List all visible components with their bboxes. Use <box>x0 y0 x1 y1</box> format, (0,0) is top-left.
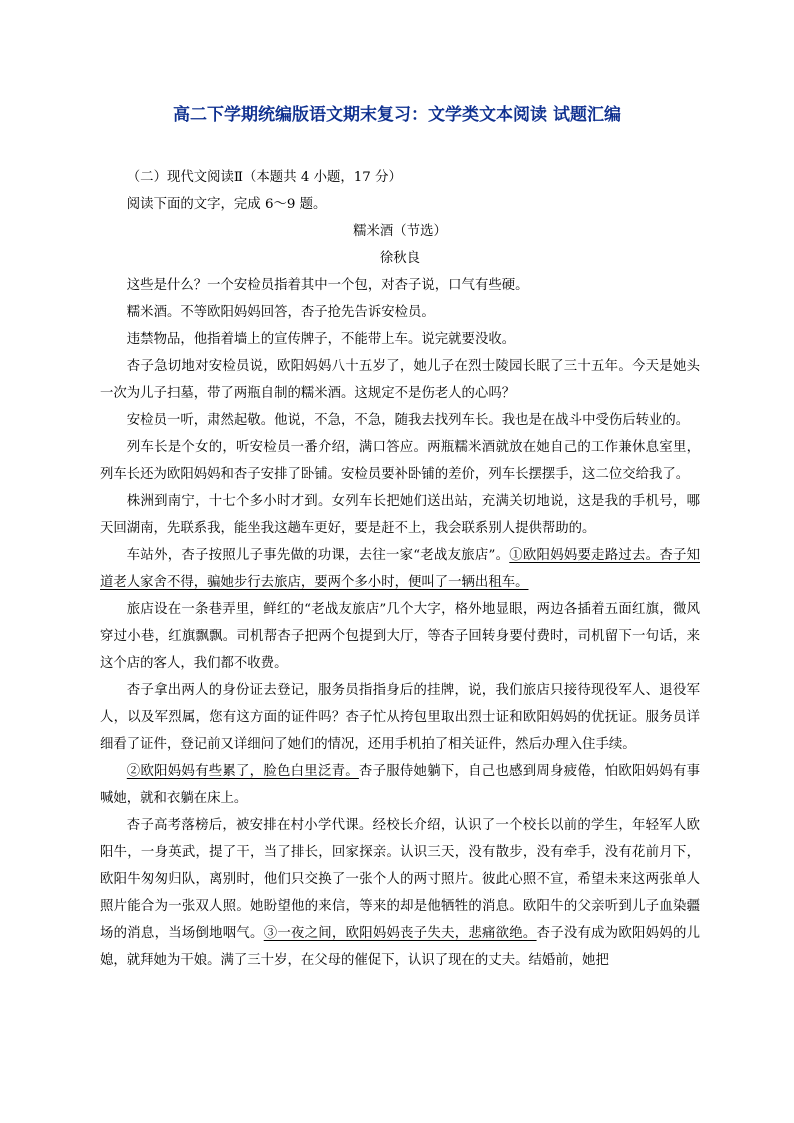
article-body <box>100 164 700 974</box>
paragraph <box>100 407 700 434</box>
paragraph-text: 安检员一听，肃然起敬。他说，不急，不急，随我去找列车长。我也是在战斗中受伤后转业的。 <box>126 413 690 428</box>
paragraph-text: 杏子服侍她躺下，自己也感到周身疲倦，怕欧阳妈妈有事喊她，就和衣躺在床上。 <box>100 764 701 806</box>
underlined-sentence: ②欧阳妈妈有些累了，脸色白里泛青。 <box>126 764 359 779</box>
paragraph-text: 糯米酒。不等欧阳妈妈回答，杏子抢先告诉安检员。 <box>126 305 435 320</box>
paragraph-text: 杏子拿出两人的身份证去登记，服务员指指身后的挂牌，说，我们旅店只接待现役军人、退役军人，以及军烈属，您有这方面的证件吗？杏子忙从挎包里取出烈士证和欧阳妈妈的优抚证。服务员详细看了证件，登记前又详细问了她们的情况，还用手机拍了相关证件，然后办理入住手续。 <box>100 683 700 752</box>
underlined-sentence: ①欧阳妈妈要走路过去。杏子知道老人家舍不得，骗她步行去旅店，要两个多小时，便叫了一辆出租车。 <box>100 548 700 590</box>
paragraph-text: 旅店设在一条巷弄里，鲜红的“老战友旅店”几个大字，格外地显眼，两边各插着五面红旗，微风穿过小巷，红旗飘飘。司机帮杏子把两个包提到大厅，等杏子回转身要付费时，司机留下一句话，来这个店的客人，我们都不收费。 <box>100 602 700 671</box>
paragraph-text: 列车长是个女的，听安检员一番介绍，满口答应。两瓶糯米酒就放在她自己的工作兼休息室里，列车长还为欧阳妈妈和杏子安排了卧铺。安检员要补卧铺的差价，列车长摆摆手，这二位交给我了。 <box>100 440 700 482</box>
paragraph-text: 违禁物品，他指着墙上的宣传牌子，不能带上车。说完就要没收。 <box>126 332 516 347</box>
instruction-text: 阅读下面的文字，完成 6～9 题。 <box>126 197 327 212</box>
paragraph <box>100 812 700 974</box>
paragraph <box>100 758 700 812</box>
paragraph <box>100 326 700 353</box>
paragraph <box>100 542 700 596</box>
paragraph <box>100 596 700 677</box>
paragraph-list <box>100 272 700 974</box>
paragraph-text: 株洲到南宁，十七个多小时才到。女列车长把她们送出站，充满关切地说，这是我的手机号，哪天回湖南，先联系我，能坐我这趟车更好，要是赶不上，我会联系别人提供帮助的。 <box>100 494 700 536</box>
paragraph <box>100 488 700 542</box>
paragraph-text: 这些是什么？一个安检员指着其中一个包，对杏子说，口气有些硬。 <box>126 278 529 293</box>
page-title: 高二下学期统编版语文期末复习：文学类文本阅读 试题汇编 <box>173 105 621 125</box>
paragraph-text: 杏子高考落榜后，被安排在村小学代课。经校长介绍，认识了一个校长以前的学生，年轻军人欧阳牛，一身英武，提了干，当了排长，回家探亲。认识三天，没有散步，没有牵手，没有花前月下，欧阳牛匆匆归队，离别时，他们只交换了一张个人的两寸照片。彼此心照不宣，希望未来这两张单人照片能合为一张双人照。她盼望他的来信，等来的却是他牺牲的消息。欧阳牛的父亲听到儿子血染疆场的消息，当场倒地咽气。 <box>100 818 700 941</box>
section-heading: （二）现代文阅读Ⅱ（本题共 4 小题，17 分） <box>126 170 402 185</box>
article-author: 徐秋良 <box>379 251 421 266</box>
underlined-sentence: ③一夜之间，欧阳妈妈丧子失夫，悲痛欲绝。 <box>263 926 537 941</box>
paragraph-text: 车站外，杏子按照儿子事先做的功课，去往一家“老战友旅店”。 <box>126 548 510 563</box>
paragraph-text: 杏子急切地对安检员说，欧阳妈妈八十五岁了，她儿子在烈士陵园长眠了三十五年。今天是她头一次为儿子扫墓，带了两瓶自制的糯米酒。这规定不是伤老人的心吗？ <box>100 359 700 401</box>
article-title: 糯米酒（节选） <box>353 224 447 239</box>
paragraph-text: 杏子没有成为欧阳妈妈的儿媳，就拜她为干娘。满了三十岁，在父母的催促下，认识了现在的丈夫。结婚前，她把 <box>100 926 701 968</box>
paragraph <box>100 272 700 299</box>
paragraph <box>100 299 700 326</box>
paragraph <box>100 434 700 488</box>
paragraph <box>100 353 700 407</box>
paragraph <box>100 677 700 758</box>
